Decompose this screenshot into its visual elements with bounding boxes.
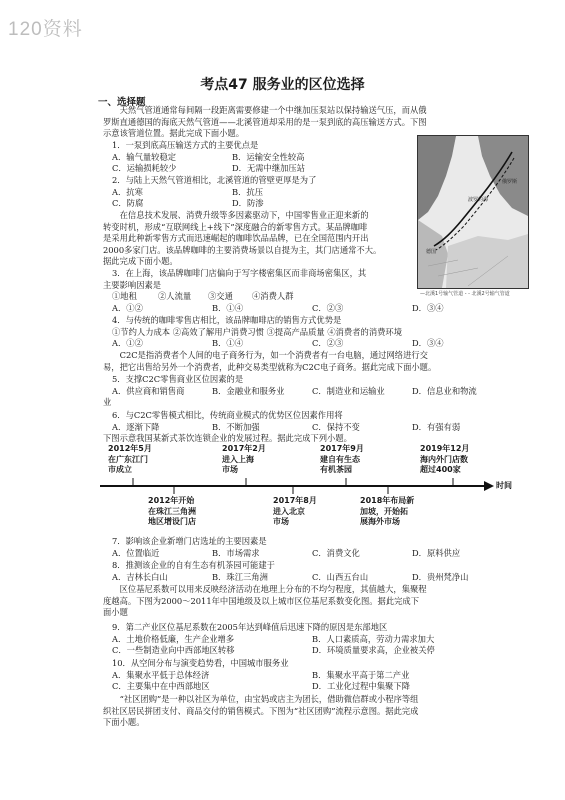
q3-choice: ③交通 [208,291,233,302]
q1-stem: 1．一泵到底高压输送方式的主要优点是 [112,140,259,150]
text-line: 面小题 [103,607,128,618]
event-date: 2017年8月 [273,496,317,505]
pipeline-map [417,135,529,289]
event-date: 2018年布局新 [360,496,415,505]
event-text: 地区增设门店 [148,517,196,526]
event-date: 2019年12月 [420,444,470,453]
q6-option-c[interactable]: C．保持不变 [312,421,360,432]
q8-option-a[interactable]: A．吉林长白山 [112,571,168,582]
event-text: 进入北京 [273,506,305,516]
q2-option-a[interactable]: A．抗寒 [112,186,143,197]
intro-gini [103,584,523,619]
intro-group-buying [103,694,523,729]
text-line: 在信息技术发展、消费升级等多因素驱动下，中国零售业正迎来新的 [119,210,369,220]
q7-option-b[interactable]: B．市场需求 [212,547,260,558]
watermark: 120资料 [8,19,83,40]
q4-stem: 4．与传统的咖啡零售店相比，该品牌咖啡店的销售方式优势是 [112,315,342,325]
timeline-event [420,444,469,476]
q3-stem: 3．在上海，该品牌咖啡门店偏向于写字楼密集区而非商场密集区，其 [112,268,367,278]
q4-option-c[interactable]: C．②③ [312,338,344,349]
q4-option-d[interactable]: D．③④ [412,338,444,349]
question-1 [112,140,420,175]
q3-option-b[interactable]: B．①④ [212,302,243,313]
event-text: 市场 [222,465,238,474]
q7-option-a[interactable]: A．位置临近 [112,547,160,558]
q2-option-b[interactable]: B．抗压 [232,186,263,197]
timeline-event [360,496,414,528]
timeline-event [148,496,196,528]
text-line: C2C是指消费者个人间的电子商务行为，如一个消费者有一台电脑，通过网络进行交 [119,350,428,360]
q1-option-d[interactable]: D．无需中继加压站 [232,163,306,174]
text-line: 天然气管道通常每间隔一段距离需要修建一个中继加压泵站以保持输送气压，而从俄 [119,105,427,115]
q4-option-a[interactable]: A．①② [112,338,143,349]
q2-option-d[interactable]: D．防渗 [232,198,264,209]
q5-stem: 5．支撑C2C零售商业区位因素的是 [112,374,244,384]
event-date: 2017年9月 [320,444,364,453]
q1-option-a[interactable]: A．输气量较稳定 [112,151,177,162]
q9-option-a[interactable]: A．土地价格低廉，生产企业增多 [112,633,235,644]
text-line: 罗斯直通德国的海底天然气管道——北溪管道却采用的是一泵到底的高压输送方式。下图 [103,116,427,127]
question-2 [112,175,420,210]
q3-choice: ④消费人群 [252,291,294,302]
text-line: 2000多家门店。该品牌咖啡的主要消费场景以自提为主，其门店通常不大。 [103,244,382,255]
intro-c2c [103,350,523,373]
q4-option-b[interactable]: B．①④ [212,338,243,349]
question-6 [112,410,532,433]
section-heading: 一、选择题 [98,97,146,108]
text-line: 下图示意我国某新式茶饮连锁企业的发展过程。据此完成下列小题。 [103,433,352,443]
event-text: 加坡，开始拓 [360,506,408,516]
timeline-event [108,444,152,476]
question-8 [112,560,532,583]
timeline-event [222,444,266,476]
event-text: 在珠江三角洲 [148,506,196,516]
q10-stem: 10．从空间分布与演变趋势看，中国城市服务业 [112,658,289,668]
event-text: 建自有生态 [320,454,360,464]
text-line: 织社区居民拼团支付、商品交付的销售模式。下图为“社区团购”流程示意图。据此完成 [103,705,419,716]
map-label-russia: 俄罗斯 [502,179,518,185]
q6-option-a[interactable]: A．逐渐下降 [112,421,160,432]
q3-option-c[interactable]: C．②③ [312,302,344,313]
q5-option-d[interactable]: D．信息业和物流 [412,385,477,396]
q3-option-d[interactable]: D．③④ [412,302,444,313]
q9-option-b[interactable]: B．人口素质高，劳动力需求加大 [312,633,435,644]
event-date: 2012年开始 [148,496,195,505]
event-date: 2012年5月 [108,444,152,453]
event-text: 进入上海 [222,454,254,464]
timeline-axis-label: 时间 [496,481,512,490]
q10-option-c[interactable]: C．主要集中在中西部地区 [112,681,210,692]
q10-option-b[interactable]: B．集聚水平高于第二产业 [312,669,410,680]
q6-stem: 6．与C2C零售模式相比，传统商业模式的优势区位因素作用将 [112,410,343,420]
q1-option-c[interactable]: C．运输损耗较少 [112,163,177,174]
text-line: 易，把它出售给另外一个消费者，此种交易类型就称为C2C电子商务。据此完成下面小题。 [103,361,437,372]
q8-stem: 8．推测该企业的自有生态有机茶园可能建于 [112,560,275,570]
q7-stem: 7．影响该企业新增门店选址的主要因素是 [112,536,267,546]
question-7 [112,536,532,559]
question-9 [112,622,532,657]
question-10 [112,658,532,693]
event-text: 有机茶园 [320,465,352,474]
q3-option-a[interactable]: A．①② [112,302,143,313]
event-text: 在广东江门 [108,454,148,464]
text-line: 示意该管道位置。据此完成下面小题。 [103,128,245,139]
q10-option-d[interactable]: D．工业化过程中集聚下降 [312,681,410,692]
timeline-diagram [98,444,518,528]
event-date: 2017年2月 [222,444,266,453]
event-text: 市成立 [108,465,132,474]
q3-choice: ②人流量 [158,291,192,302]
map-label-germany: 德国 [426,249,437,255]
timeline-event [273,496,317,528]
text-line: 转变时机，形成“互联网线上+线下”深度融合的新零售方式。某品牌咖啡 [103,221,368,232]
map-graphic [418,136,528,288]
q3-stem-cont: 主要影响因素是 [103,279,162,290]
question-5 [103,374,532,409]
intro-coffee [103,210,411,268]
q4-choices: ①节约人力成本 ②高效了解用户消费习惯 ③提高产品质量 ④消费者的消费环境 [112,326,403,337]
text-line: 区位基尼系数可以用来反映经济活动在地理上分布的不均匀程度，其值越大，集聚程 [119,584,427,594]
q6-option-b[interactable]: B．不断加强 [212,421,260,432]
q7-option-c[interactable]: C．消费文化 [312,547,360,558]
event-text: 海内外门店数 [420,454,468,464]
event-text: 市场 [273,517,289,526]
timeline-event [320,444,364,476]
q6-option-d[interactable]: D．有强有弱 [412,421,461,432]
text-line: 下面小题。 [103,717,145,728]
map-label-sea: 波罗的海 [468,197,489,203]
q5-option-c[interactable]: C．制造业和运输业 [312,385,385,396]
text-line: 度越高。下图为2000～2011年中国地级及以上城市区位基尼系数变化图。据此完成下 [103,595,420,606]
q9-option-d[interactable]: D．环境质量要求高，企业被关停 [312,645,435,656]
q3-choice: ①地租 [112,291,137,302]
q2-stem: 2．与陆上天然气管道相比，北溪管道的管壁更厚是为了 [112,175,317,185]
text-line: “社区团购”是一种以社区为单位，由宝妈或店主为团长，借助微信群或小程序等组 [119,694,419,704]
q1-option-b[interactable]: B．运输安全性较高 [232,151,305,162]
q7-option-d[interactable]: D．原料供应 [412,547,461,558]
q10-option-a[interactable]: A．集聚水平低于总体经济 [112,669,210,680]
q9-stem: 9．第二产业区位基尼系数在2005年达到峰值后迅速下降的原因是东部地区 [112,622,388,632]
q9-option-c[interactable]: C．一些制造业向中西部地区转移 [112,645,235,656]
q8-option-b[interactable]: B．珠江三角洲 [212,571,268,582]
map-legend: —北溪1号输气管道 - - 北溪2号输气管道 [420,291,510,297]
q8-option-c[interactable]: C．山西五台山 [312,571,369,582]
question-3 [103,268,532,314]
q2-option-c[interactable]: C．防腐 [112,198,144,209]
question-4 [112,315,532,350]
event-text: 超过400家 [420,465,461,474]
q5-option-a[interactable]: A．供应商和销售商 [112,385,185,396]
q5-option-b[interactable]: B．金融业和服务业 [212,385,285,396]
q8-option-d[interactable]: D．贵州梵净山 [412,571,469,582]
event-text: 展海外市场 [360,517,400,526]
page-title: 考点47 服务业的区位选择 [200,77,365,93]
text-line: 是采用此种新零售方式而迅速崛起的咖啡饮品品牌，已在全国范围内开出 [103,233,369,244]
q5-option-d-cont: 业 [103,397,112,408]
intro-tea [103,433,523,445]
text-line: 据此完成下面小题。 [103,256,178,267]
